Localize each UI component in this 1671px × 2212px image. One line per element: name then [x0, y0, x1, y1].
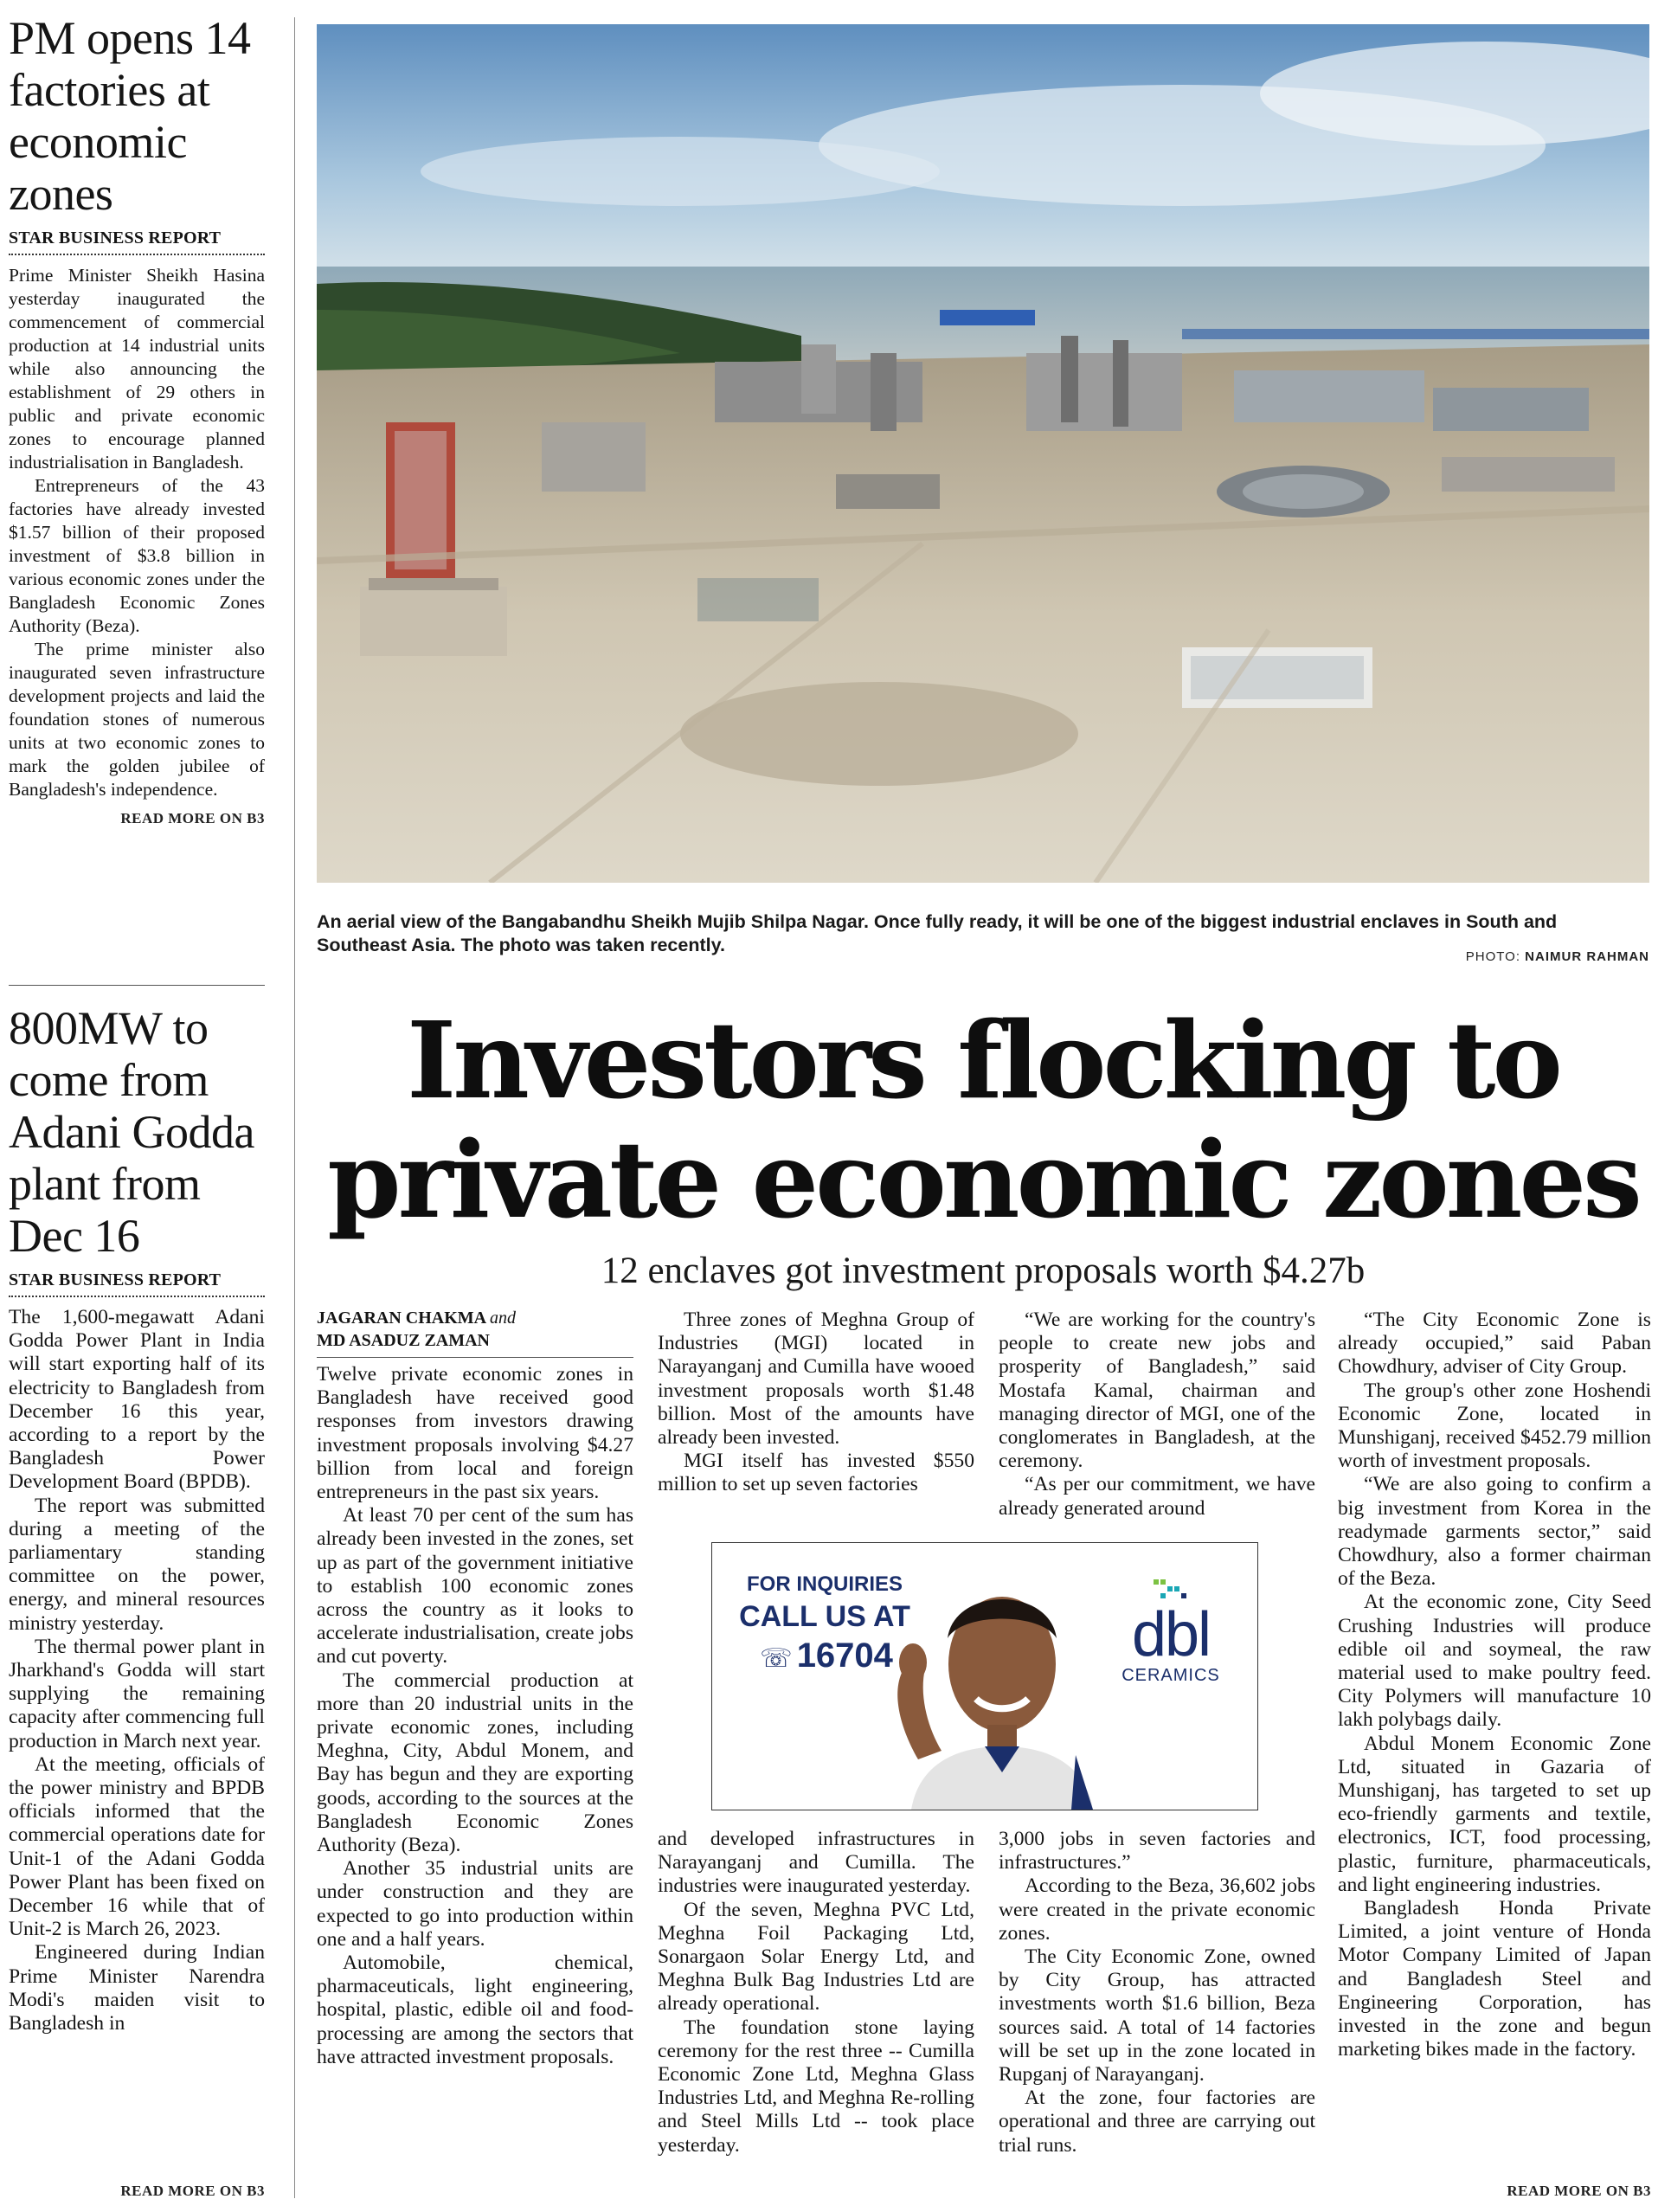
- main-col3-bottom: [999, 1828, 1315, 2157]
- main-col2-top: [658, 1309, 974, 1497]
- story2-body: [9, 1306, 265, 2035]
- story1-read-more[interactable]: READ MORE ON B3: [120, 810, 265, 826]
- main-para: Another 35 industrial units are under construction and they are expected to go into production within one and a half years.: [317, 1857, 633, 1951]
- dbl-logo: [1110, 1578, 1231, 1686]
- photo-credit-name: NAIMUR RAHMAN: [1525, 949, 1649, 964]
- main-headline-line1: Investors flocking to: [407, 998, 1559, 1122]
- main-para: “The City Economic Zone is already occupied,” said Paban Chowdhury, adviser of City Group.: [1338, 1309, 1651, 1379]
- main-para: Abdul Monem Economic Zone Ltd, situated in Gazaria of Munshiganj, has targeted to set up eco-friendly garments and textile, electronics, ICT, food processing, plastic, furniture, pharmaceuticals, and light engineering industries.: [1338, 1732, 1651, 1896]
- story1-para: Entrepreneurs of the 43 factories have already invested $1.57 billion of their proposed investment of $3.8 billion in various economic zones under the Bangladesh Economic Zones Authority (Beza).: [9, 475, 265, 636]
- story2-para: At the meeting, officials of the power ministry and BPDB officials informed that the commercial operations date for Unit-1 of the Adani Godda Power Plant has been fixed on December 16 while that of Unit-2 is March 26, 2023.: [9, 1752, 265, 1941]
- ad-call-us: CALL US AT: [739, 1600, 910, 1633]
- main-col4: [1338, 1309, 1651, 2062]
- main-para: Bangladesh Honda Private Limited, a joint venture of Honda Motor Company Limited of Japan and Bangladesh Steel and Engineering Corporation, has invested in the zone and begun marketing bikes made in the factory.: [1338, 1897, 1651, 2061]
- story2-para: The thermal power plant in Jharkhand's Godda will start supplying the remaining capacity after commencing full production in March next year.: [9, 1635, 265, 1752]
- ad-phone-row[interactable]: [731, 1636, 922, 1675]
- main-para: At the zone, four factories are operational and three are carrying out trial runs.: [999, 2087, 1315, 2157]
- ad-brand-sub: CERAMICS: [1121, 1666, 1220, 1685]
- story1-headline: PM opens 14 factories at economic zones: [9, 12, 251, 220]
- story2-para: The 1,600-megawatt Adani Godda Power Plant in India will start exporting half of its electricity to Bangladesh from December 16 this year, according to a report by the Bangladesh Power Development Board (BPDB).: [9, 1306, 265, 1494]
- dbl-dots-icon: [1145, 1578, 1197, 1600]
- phone-icon: ☏: [760, 1643, 793, 1674]
- main-col1-body: [317, 1363, 633, 2069]
- main-col3-top: [999, 1309, 1315, 1521]
- story2-headline: 800MW to come from Adani Godda plant from Dec 16: [9, 1002, 254, 1262]
- story2: [9, 1002, 265, 2035]
- main-para: “As per our commitment, we have already generated around: [999, 1473, 1315, 1520]
- main-para: Three zones of Meghna Group of Industries (MGI) located in Narayanganj and Cumilla have wooed investment proposals worth $1.48 billion. Most of the amounts have already been invested.: [658, 1309, 974, 1450]
- story2-read-more[interactable]: READ MORE ON B3: [120, 2183, 265, 2199]
- main-para: “We are working for the country's people to create new jobs and prosperity of Bangladesh,” said Mostafa Kamal, chairman and managing director of MGI, one of the conglomerates in Bangladesh, at the ceremony.: [999, 1309, 1315, 1473]
- dbl-ceramics-ad[interactable]: [711, 1542, 1258, 1810]
- photo-caption: An aerial view of the Bangabandhu Sheikh Mujib Shilpa Nagar. Once fully ready, it will be one of the biggest industrial enclaves in South and Southeast Asia. The photo was taken recently.: [317, 911, 1558, 955]
- main-para: 3,000 jobs in seven factories and infrastructures.”: [999, 1828, 1315, 1874]
- aerial-photo-image: [317, 24, 1649, 883]
- main-headline: [317, 998, 1649, 1242]
- main-para: The group's other zone Hoshendi Economic Zone, located in Munshiganj, received $452.79 million worth of investment proposals.: [1338, 1379, 1651, 1473]
- divider: [9, 985, 265, 986]
- main-para: The City Economic Zone, owned by City Group, has attracted investments worth $1.6 billion, Beza sources said. A total of 14 factories will be set up in the zone located in Rupganj of Narayanganj.: [999, 1945, 1315, 2087]
- ad-inquiries: FOR INQUIRIES: [746, 1572, 903, 1596]
- main-para: and developed infrastructures in Narayanganj and Cumilla. The industries were inaugurated yesterday.: [658, 1828, 974, 1898]
- main-para: The foundation stone laying ceremony for the rest three -- Cumilla Economic Zone Ltd, Meghna Glass Industries Ltd, and Meghna Re-rolling and Steel Mills Ltd -- took place yesterday.: [658, 2016, 974, 2157]
- story1-para: The prime minister also inaugurated seven infrastructure development projects and laid the foundation stones of numerous units at two economic zones to mark the golden jubilee of Bangladesh's independence.: [9, 639, 265, 800]
- byline-author2: MD ASADUZ ZAMAN: [317, 1331, 490, 1350]
- main-para: Twelve private economic zones in Bangladesh have received good responses from investors drawing investment proposals involving $4.27 billion from local and foreign entrepreneurs in the past six years.: [317, 1363, 633, 1504]
- photo-credit-label: PHOTO:: [1465, 949, 1520, 964]
- ad-brand: dbl: [1131, 1600, 1211, 1669]
- main-para: “We are also going to confirm a big investment from Korea in the readymade garments sector,” said Chowdhury, also a former chairman of the Beza.: [1338, 1473, 1651, 1591]
- story1-para: Prime Minister Sheikh Hasina yesterday inaugurated the commencement of commercial production at 14 industrial units while also announcing the establishment of 29 others in public and private economic zones to encourage planned industrialisation in Bangladesh.: [9, 265, 265, 473]
- story2-byline: STAR BUSINESS REPORT: [9, 1270, 265, 1297]
- photo-credit: [1211, 949, 1649, 964]
- byline-rule: [317, 1357, 633, 1358]
- main-para: At the economic zone, City Seed Crushing Industries will produce edible oil and soymeal, the raw material used to make poultry feed. City Polymers will manufacture 10 lakh polybags daily.: [1338, 1591, 1651, 1732]
- main-deck: 12 enclaves got investment proposals worth $4.27b: [601, 1251, 1366, 1291]
- main-read-more[interactable]: READ MORE ON B3: [1507, 2183, 1651, 2199]
- story1: [9, 12, 265, 827]
- ad-phone-number: 16704: [796, 1636, 893, 1675]
- story1-body: [9, 264, 265, 801]
- main-para: Automobile, chemical, pharmaceuticals, light engineering, hospital, plastic, edible oil and food-processing are among the sectors that have attracted investment proposals.: [317, 1952, 633, 2068]
- main-para: The commercial production at more than 20 industrial units in the private economic zones, including Meghna, City, Abdul Monem, and Bay has begun and they are exporting goods, according to the sources at the Bangladesh Economic Zones Authority (Beza).: [317, 1669, 633, 1857]
- story2-para: The report was submitted during a meeting of the parliamentary standing committee on the power, energy, and mineral resources ministry yesterday.: [9, 1494, 265, 1635]
- aerial-photo: [317, 24, 1649, 883]
- main-para: At least 70 per cent of the sum has already been invested in the zones, set up as part of the government initiative to establish 100 economic zones across the country as it looks to accelerate industrialisation, create jobs and cut poverty.: [317, 1504, 633, 1669]
- column-divider: [294, 17, 295, 2198]
- story2-para: Engineered during Indian Prime Minister Narendra Modi's maiden visit to Bangladesh in: [9, 1941, 265, 2035]
- main-para: According to the Beza, 36,602 jobs were created in the private economic zones.: [999, 1874, 1315, 1945]
- main-para: Of the seven, Meghna PVC Ltd, Meghna Foil Packaging Ltd, Sonargaon Solar Energy Ltd, and Meghna Bulk Bag Industries Ltd are already operational.: [658, 1898, 974, 2016]
- main-col1: [317, 1307, 633, 2069]
- main-para: MGI itself has invested $550 million to set up seven factories: [658, 1450, 974, 1496]
- main-col2-bottom: [658, 1828, 974, 2157]
- main-byline: [317, 1307, 633, 1352]
- main-headline-line2: private economic zones: [327, 1117, 1639, 1242]
- byline-and: and: [490, 1309, 516, 1328]
- byline-author1: JAGARAN CHAKMA: [317, 1309, 485, 1328]
- story1-byline: STAR BUSINESS REPORT: [9, 228, 265, 255]
